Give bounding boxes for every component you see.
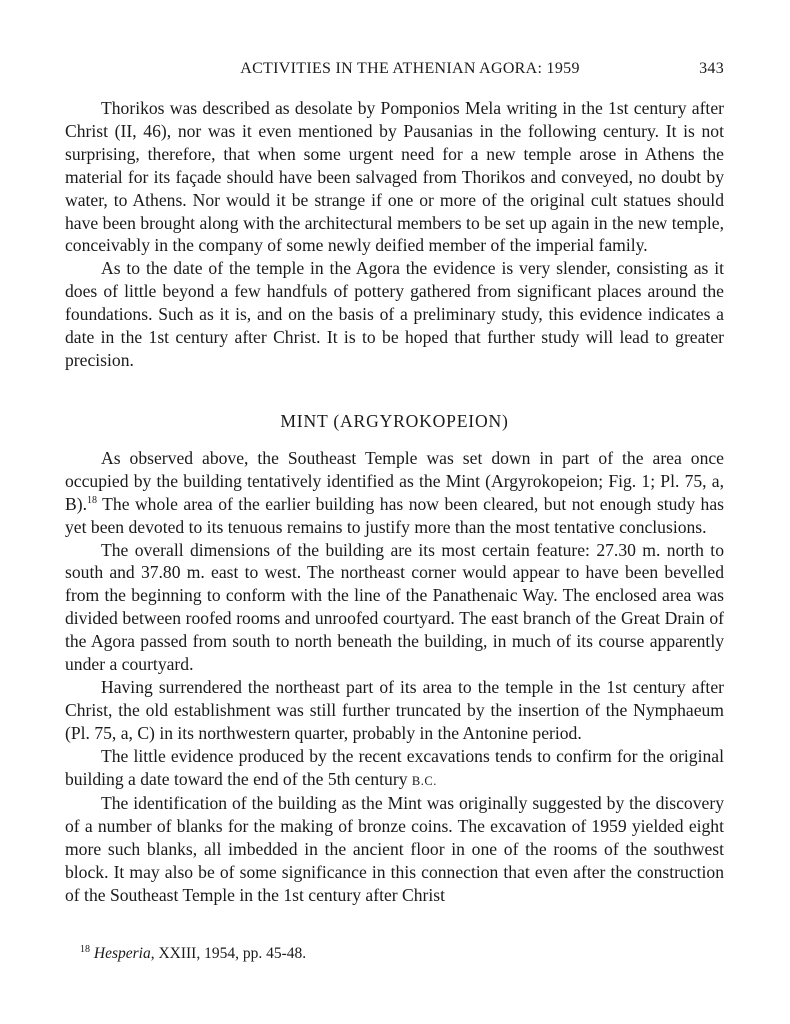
body-text [65, 97, 724, 907]
era-abbreviation: B.C. [411, 773, 437, 788]
paragraph-dimensions: The overall dimensions of the building are its most certain feature: 27.30 m. north to south and 37.80 m. east to west. The northeast corner would appear to have been bevelled from the beginning to conform with the line of the Panathenaic Way. The enclosed area was divided between roofed rooms and unroofed courtyard. The east branch of the Great Drain of the Agora passed from south to north beneath the building, in much of its course apparently under a courtyard. [65, 539, 724, 675]
running-title: ACTIVITIES IN THE ATHENIAN AGORA: 1959 [240, 60, 580, 77]
paragraph-thorikos: Thorikos was described as desolate by Pomponios Mela writing in the 1st century after Christ (II, 46), nor was it even mentioned by Pausanias in the following century. It is not surprising, therefore, that when some urgent need for a new temple arose in Athens the material for its façade should have been salvaged from Thorikos and conveyed, no doubt by water, to Athens. Nor would it be strange if one or more of the original cult statues should have been brought along with the architectural members to be set up again in the new temple, conceivably in the company of some newly deified member of the imperial family. [65, 98, 724, 256]
mint-intro-text-continued: The whole area of the earlier building has now been cleared, but not enough study has yet been devoted to its tenuous remains to justify more than the most tentative conclusions. [65, 493, 724, 537]
paragraph-nymphaeum: Having surrendered the northeast part of its area to the temple in the 1st century after Christ, the old establishment was still further truncated by the insertion of the Nymphaeum (Pl. 75, a, C) in its northwestern quarter, probably in the Antonine period. [65, 676, 724, 743]
paragraph-temple-date: As to the date of the temple in the Agora the evidence is very slender, consisting as it does of little beyond a few handfuls of pottery gathered from significant places around the foundations. Such as it is, and on the basis of a preliminary study, this evidence indicates a date in the 1st century after Christ. It is to be hoped that further study will lead to greater precision. [65, 258, 724, 370]
footnote [80, 944, 724, 964]
paragraph-identification: The identification of the building as the Mint was originally suggested by the discovery of a number of blanks for the making of bronze coins. The excavation of 1959 yielded eight more such blanks, all imbedded in the ancient floor in one of the rooms of the southwest block. It may also be of some significance in this connection that even after the construction of the Southeast Temple in the 1st century after Christ [65, 793, 724, 906]
footnote-citation: , XXIII, 1954, pp. 45-48. [150, 945, 307, 962]
mint-intro-text: As observed above, the Southeast Temple was set down in part of the area once occupied by the building tentatively identified as the Mint (Argyrokopeion; Fig. 1; Pl. 75, a, B). [65, 447, 724, 514]
section-heading-mint: MINT (ARGYROKOPEION) [280, 410, 509, 431]
footnote-journal: Hesperia [93, 945, 151, 962]
running-head [96, 60, 724, 84]
page-number: 343 [699, 60, 724, 77]
paragraph-dating [65, 745, 724, 793]
dating-text: The little evidence produced by the recent excavations tends to confirm for the original building a date toward the end of the 5th century [65, 745, 724, 789]
footnote-reference: 18 [87, 494, 97, 506]
paragraph-mint-intro [65, 447, 724, 539]
footnote-mark: 18 [80, 943, 90, 955]
